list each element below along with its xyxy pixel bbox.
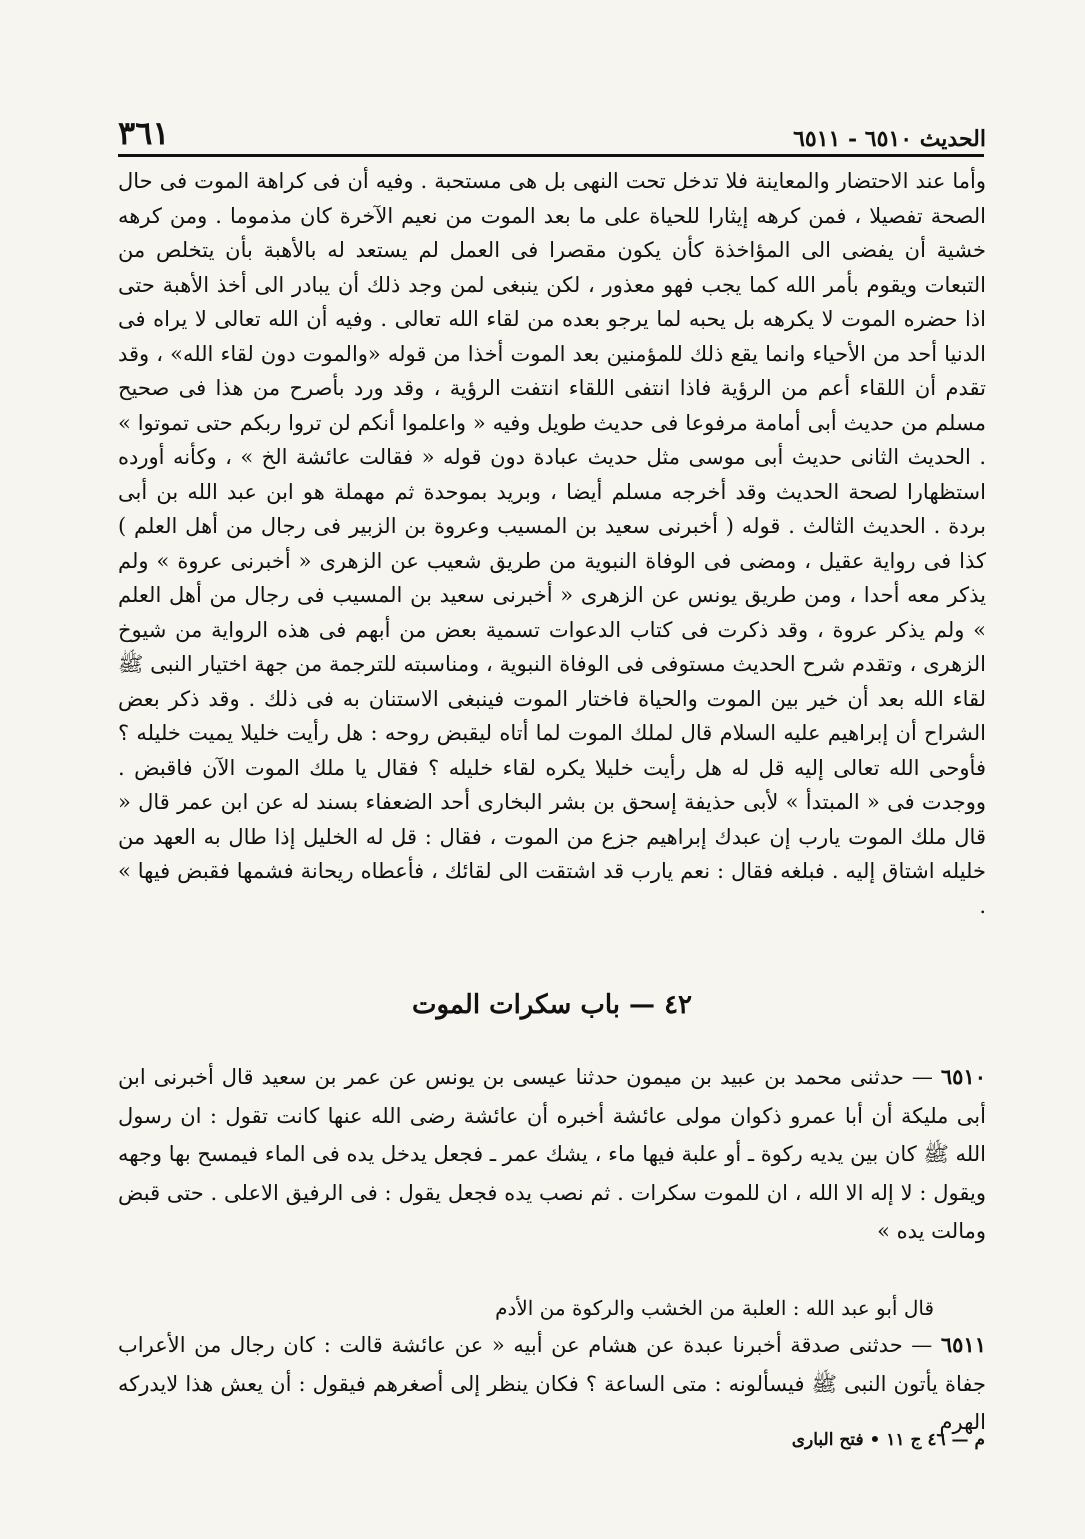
page-number: ٣٦١: [118, 114, 170, 152]
page-footer: م — ٤٦ ج ١١ • فتح البارى: [791, 1430, 985, 1450]
hadith-number: ٦٥١٠: [940, 1064, 986, 1089]
hadith-6510: [118, 1058, 986, 1251]
hadith-text: — حدثنى صدقة أخبرنا عبدة عن هشام عن أبيه « عن عائشة قالت : كان رجال من الأعراب جفاة يأتون النبى ﷺ فيسألونه : متى الساعة ؟ فكان ينظر إلى أصغرهم فيقول : أن يعش هذا لايدركه الهرم: [118, 1333, 986, 1434]
page-header: [118, 112, 986, 152]
hadith-number: ٦٥١١: [940, 1332, 986, 1357]
chapter-heading: ٤٢ — باب سكرات الموت: [411, 990, 693, 1020]
commentary-paragraph: وأما عند الاحتضار والمعاينة فلا تدخل تحت النهى بل هى مستحبة . وفيه أن فى كراهة الموت فى حال الصحة تفصيلا ، فمن كرهه إيثارا للحياة على ما بعد الموت من نعيم الآخرة كان مذموما . ومن كرهه خشية أن يفضى الى المؤاخذة كأن يكون مقصرا فى العمل لم يستعد له بالأهبة بأن يتخلص من التبعات ويقوم بأمر الله كما يجب فهو معذور ، لكن ينبغى لمن وجد ذلك أن يبادر الى أخذ الأهبة حتى اذا حضره الموت لا يكرهه بل يحبه لما يرجو بعده من لقاء الله تعالى . وفيه أن الله تعالى لا يراه فى الدنيا أحد من الأحياء وانما يقع ذلك للمؤمنين بعد الموت أخذا من قوله «والموت دون لقاء الله» ، وقد تقدم أن اللقاء أعم من الرؤية فاذا انتفى اللقاء انتفت الرؤية ، وقد ورد بأصرح من هذا فى صحيح مسلم من حديث أبى أمامة مرفوعا فى حديث طويل وفيه « واعلموا أنكم لن تروا ربكم حتى تموتوا » . الحديث الثانى حديث أبى موسى مثل حديث عبادة دون قوله « فقالت عائشة الخ » ، وكأنه أورده استظهارا لصحة الحديث وقد أخرجه مسلم أيضا ، وبريد بموحدة ثم مهملة هو ابن عبد الله بن أبى بردة . الحديث الثالث . قوله ( أخبرنى سعيد بن المسيب وعروة بن الزبير فى رجال من أهل العلم ) كذا فى رواية عقيل ، ومضى فى الوفاة النبوية من طريق شعيب عن الزهرى « أخبرنى عروة » ولم يذكر معه أحدا ، ومن طريق يونس عن الزهرى « أخبرنى سعيد بن المسيب فى رجال من أهل العلم » ولم يذكر عروة ، وقد ذكرت فى كتاب الدعوات تسمية بعض من أبهم فى هذه الرواية من شيوخ الزهرى ، وتقدم شرح الحديث مستوفى فى الوفاة النبوية ، ومناسبته للترجمة من جهة اختيار النبى ﷺ لقاء الله بعد أن خير بين الموت والحياة فاختار الموت فينبغى الاستنان به فى ذلك . وقد ذكر بعض الشراح أن إبراهيم عليه السلام قال لملك الموت لما أتاه ليقبض روحه : هل رأيت خليلا يميت خليله ؟ فأوحى الله تعالى إليه قل له هل رأيت خليلا يكره لقاء خليله ؟ فقال يا ملك الموت الآن فاقبض . ووجدت فى « المبتدأ » لأبى حذيفة إسحق بن بشر البخارى أحد الضعفاء بسند له عن ابن عمر قال « قال ملك الموت يارب إن عبدك إبراهيم جزع من الموت ، فقال : قل له الخليل إذا طال به العهد من خليله اشتاق إليه . فبلغه فقال : نعم يارب قد اشتقت الى لقائك ، فأعطاه ريحانة فشمها فقبض فيها » .: [118, 169, 986, 918]
explanatory-note: قال أبو عبد الله : العلبة من الخشب والركوة من الأدم: [495, 1296, 934, 1320]
running-title: الحديث ٦٥١٠ - ٦٥١١: [793, 126, 986, 152]
hadith-6511: [118, 1326, 986, 1442]
header-rule: [118, 154, 984, 157]
hadith-text: — حدثنى محمد بن عبيد بن ميمون حدثنا عيسى بن يونس عن عمر بن سعيد قال أخبرنى ابن أبى مليكة أن أبا عمرو ذكوان مولى عائشة أخبره أن عائشة رضى الله عنها كانت تقول : ان رسول الله ﷺ كان بين يديه ركوة ـ أو علبة فيها ماء ، يشك عمر ـ فجعل يدخل يده فى الماء فيمسح بها وجهه ويقول : لا إله الا الله ، ان للموت سكرات . ثم نصب يده فجعل يقول : فى الرفيق الاعلى . حتى قبض ومالت يده »: [118, 1065, 986, 1243]
